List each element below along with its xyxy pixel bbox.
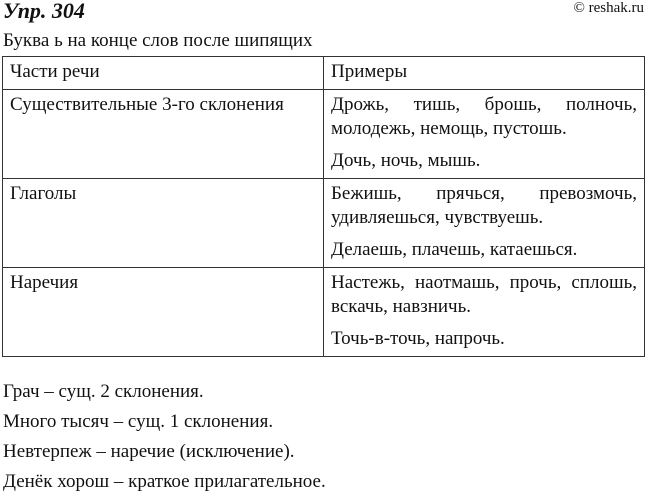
examples: Делаешь, плачешь, катаешься.: [331, 239, 578, 260]
table-row: [3, 90, 645, 179]
examples: Точь-в-точь, напрочь.: [331, 328, 505, 349]
copyright: © reshak.ru: [573, 0, 644, 16]
examples-cell: [324, 179, 645, 268]
column-header: Части речи: [3, 57, 324, 90]
examples: Настежь, наотмашь, прочь, сплошь, вскачь, навзничь.: [331, 272, 637, 317]
column-header: Примеры: [324, 57, 645, 90]
note: Грач – сущ. 2 склонения.: [3, 381, 204, 402]
examples-cell: [324, 268, 645, 357]
note: Много тысяч – сущ. 1 склонения.: [3, 411, 274, 432]
subtitle: Буква ь на конце слов после шипящих: [3, 30, 313, 51]
notes: [3, 380, 326, 500]
part-of-speech: Существительные 3-го склонения: [3, 90, 324, 179]
part-of-speech: Глаголы: [3, 179, 324, 268]
table-row: [3, 268, 645, 357]
examples-cell: [324, 90, 645, 179]
part-of-speech: Наречия: [3, 268, 324, 357]
examples: Бежишь, прячься, превозмочь, удивляешься, чувствуешь.: [331, 183, 637, 228]
rules-table: [2, 56, 645, 357]
table-row: [3, 179, 645, 268]
examples: Дочь, ночь, мышь.: [331, 150, 481, 171]
note: Невтерпеж – наречие (исключение).: [3, 441, 295, 462]
exercise-title: Упр. 304: [3, 0, 85, 23]
table-header-row: [3, 57, 645, 90]
note: Денёк хорош – краткое прилагательное.: [3, 471, 326, 492]
examples: Дрожь, тишь, брошь, полночь, молодежь, немощь, пустошь.: [331, 94, 637, 139]
